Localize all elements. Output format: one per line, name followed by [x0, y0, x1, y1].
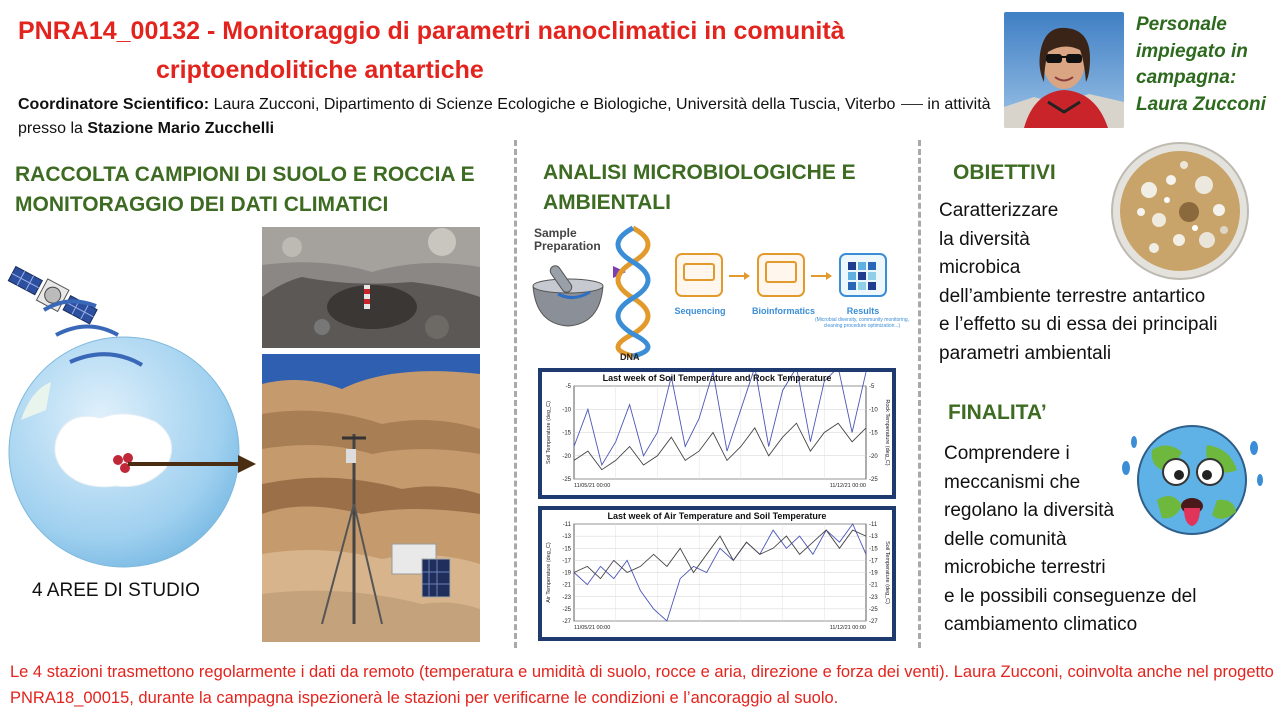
chart-2-ytick-label-right: -25 — [869, 606, 878, 613]
footer-note: Le 4 stazioni trasmettono regolarmente i dati da remoto (temperatura e umidità di suolo, rocce e aria, direzione e forza dei venti). Laura Zucconi, coinvolta anche nel progetto PNRA18_00015, durante la campagna ispezionerà le stazioni per verificarne le condizioni e l’ancoraggio al suolo. — [10, 663, 1274, 707]
chart-2-ytick-label: -25 — [562, 606, 571, 613]
dna-label: DNA — [620, 352, 640, 362]
sequencing-label: Sequencing — [674, 306, 726, 316]
chart-2-ytick-label: -17 — [562, 558, 571, 565]
chart-1-title: Last week of Soil Temperature and Rock Temperature — [602, 373, 832, 383]
title-line-1: PNRA14_00132 - Monitoraggio di parametri nanoclimatici in comunità — [18, 17, 845, 45]
chart-2-ytick-label-right: -13 — [869, 534, 878, 541]
chart-2-ytick-label-right: -11 — [869, 522, 878, 528]
finalita-line: cambiamento climatico — [944, 614, 1138, 635]
finalita-line: Comprendere i — [944, 443, 1070, 464]
chart-2-ytick-label: -21 — [562, 582, 571, 589]
bioinformatics-label: Bioinformatics — [752, 306, 816, 316]
column-separator-1 — [514, 140, 517, 648]
chart-1-ylabel-right: Rock Temperature (deg_C) — [884, 399, 890, 466]
chart-1-plot — [542, 372, 892, 495]
chart-2-ytick-label: -23 — [562, 594, 571, 601]
chart-air-soil-temperature — [538, 506, 896, 641]
chart-1-ytick-label: -10 — [562, 407, 571, 414]
chart-2-ytick-label-right: -19 — [869, 570, 878, 577]
chart-2-x-start-label: 11/05/21 00:00 — [574, 625, 611, 631]
chart-1-ytick-label: -20 — [562, 453, 571, 460]
obiettivi-line: parametri ambientali — [939, 342, 1112, 364]
chart-soil-rock-temperature — [538, 368, 896, 499]
title-line-2: criptoendolitiche antartiche — [156, 55, 484, 84]
finalita-line: regolano la diversità — [944, 500, 1115, 521]
chart-2-ylabel-right: Soil Temperature (deg_C) — [884, 541, 890, 604]
chart-1-ytick-label: -15 — [562, 430, 571, 437]
chart-1-ytick-label-right: -20 — [869, 453, 878, 460]
chart-1-x-start-label: 11/05/21 00:00 — [574, 483, 611, 489]
chart-2-ytick-label: -11 — [562, 522, 571, 528]
chart-2-ylabel: Air Temperature (deg_C) — [546, 542, 552, 603]
chart-2-ytick-label: -13 — [562, 534, 571, 541]
finalita-line: delle comunità — [944, 528, 1067, 550]
chart-2-ytick-label: -15 — [562, 546, 571, 553]
chart-1-ytick-label-right: -25 — [869, 477, 878, 483]
chart-2-ytick-label-right: -21 — [869, 582, 878, 589]
column-separator-2 — [918, 140, 921, 648]
obiettivi-line: dell’ambiente terrestre antartico — [939, 285, 1206, 307]
page-title — [18, 12, 988, 90]
chart-1-ytick-label-right: -10 — [869, 407, 878, 414]
dna-icon — [618, 228, 648, 356]
obiettivi-line: la diversità — [939, 228, 1030, 250]
chart-1-ytick-label-right: -5 — [869, 384, 875, 390]
chart-2-plot — [542, 510, 892, 637]
section-finalita-heading: FINALITA’ — [948, 401, 1047, 424]
weather-station-photo — [262, 354, 480, 642]
section-analisi-heading: ANALISI MICROBIOLOGICHE E AMBIENTALI — [543, 161, 856, 215]
rock-soil-photo — [262, 227, 480, 348]
obiettivi-line: e l’effetto su di essa dei principali — [939, 314, 1218, 335]
sequencing-icon — [676, 254, 722, 296]
coordinator-label: Coordinatore Scientifico: — [18, 96, 210, 113]
chart-2-ytick-label-right: -15 — [869, 546, 878, 553]
chart-2-ytick-label-right: -23 — [869, 594, 878, 601]
chart-2-ytick-label: -19 — [562, 570, 571, 577]
chart-1-x-end-label: 11/12/21 00:00 — [829, 483, 866, 489]
chart-2-title: Last week of Air Temperature and Soil Temperature — [607, 511, 827, 521]
finalita-line: microbiche terrestri — [944, 557, 1106, 578]
chart-2-ytick-label-right: -27 — [869, 619, 878, 625]
globe-antarctica-graphic — [6, 290, 266, 580]
portrait-photo — [1004, 12, 1124, 128]
chart-1-ytick-label-right: -15 — [869, 430, 878, 437]
personnel-label: Personale impiegato in campagna: — [1136, 14, 1248, 89]
obiettivi-line: microbica — [939, 257, 1021, 278]
finalita-text — [944, 440, 1274, 640]
coordinator-info — [18, 93, 998, 141]
chart-1-ytick-label: -5 — [565, 384, 571, 390]
personnel-info — [1136, 12, 1276, 118]
sample-prep-label: Sample Preparation — [534, 226, 601, 254]
dash-line — [901, 104, 923, 105]
finalita-line: e le possibili conseguenze del — [944, 585, 1197, 607]
study-areas-label: 4 AREE DI STUDIO — [32, 580, 200, 601]
bioinformatics-icon — [758, 254, 804, 296]
obiettivi-text — [939, 197, 1279, 368]
results-note: (Microbial diversity, community monitoring, cleaning procedure optimization...) — [814, 317, 910, 329]
coordinator-tail: in attività presso la — [18, 96, 991, 137]
chart-1-ytick-label: -25 — [562, 477, 571, 483]
section-raccolta-heading: RACCOLTA CAMPIONI DI SUOLO E ROCCIA E MONITORAGGIO DEI DATI CLIMATICI — [15, 163, 475, 217]
personnel-name: Laura Zucconi — [1136, 93, 1266, 115]
chart-2-ytick-label: -27 — [562, 619, 571, 625]
section-obiettivi-heading: OBIETTIVI — [953, 161, 1056, 184]
obiettivi-line: Caratterizzare — [939, 200, 1059, 221]
finalita-line: meccanismi che — [944, 471, 1081, 493]
results-label: Results — [846, 306, 880, 316]
mortar-icon — [533, 264, 603, 326]
station-name: Stazione Mario Zucchelli — [87, 120, 275, 137]
coordinator-text: Laura Zucconi, Dipartimento di Scienze Ecologiche e Biologiche, Università della Tuscia, Viterbo — [209, 96, 896, 113]
chart-2-x-end-label: 11/12/21 00:00 — [829, 625, 866, 631]
chart-1-ylabel: Soil Temperature (deg_C) — [546, 401, 552, 464]
chart-2-ytick-label-right: -17 — [869, 558, 878, 565]
